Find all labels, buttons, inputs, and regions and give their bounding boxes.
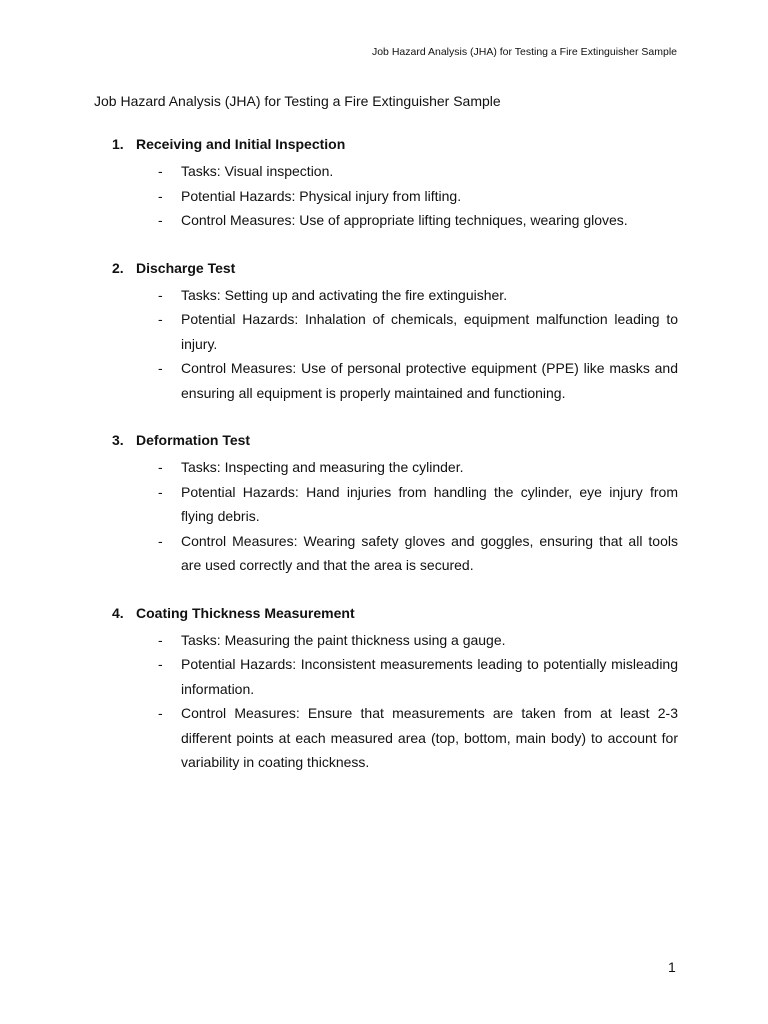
section-title: Discharge Test (136, 259, 236, 276)
section-title: Receiving and Initial Inspection (136, 136, 346, 152)
list-item (112, 307, 678, 356)
section-number: 4. (112, 604, 124, 621)
hazard-sections (112, 134, 678, 800)
bullet-dash: - (158, 360, 163, 376)
section-items (112, 455, 678, 578)
list-item (112, 480, 678, 529)
list-item (112, 159, 678, 184)
item-text: Potential Hazards: Inconsistent measurements leading to potentially misleading information. (181, 656, 678, 697)
bullet-dash: - (158, 286, 163, 303)
list-item (112, 356, 678, 405)
section-title: Deformation Test (136, 432, 251, 448)
section-heading (112, 430, 678, 450)
list-item (112, 184, 678, 209)
section-number: 1. (112, 136, 124, 152)
section-items (112, 628, 678, 775)
bullet-dash: - (158, 483, 163, 500)
bullet-dash: - (158, 705, 163, 721)
bullet-dash: - (158, 163, 163, 179)
item-text: Tasks: Visual inspection. (181, 163, 334, 179)
list-item (112, 628, 678, 653)
item-text: Tasks: Setting up and activating the fire extinguisher. (181, 286, 508, 303)
bullet-dash: - (158, 656, 163, 672)
section-heading (112, 134, 678, 154)
item-text: Potential Hazards: Physical injury from lifting. (181, 187, 462, 204)
bullet-dash: - (158, 459, 163, 475)
section-discharge-test (112, 258, 678, 406)
section-number: 3. (112, 432, 124, 448)
section-title: Coating Thickness Measurement (136, 604, 355, 621)
list-item (112, 455, 678, 480)
section-receiving-inspection (112, 134, 678, 233)
bullet-dash: - (158, 212, 163, 228)
section-items (112, 283, 678, 406)
section-items (112, 159, 678, 233)
item-text: Tasks: Measuring the paint thickness using a gauge. (181, 631, 506, 648)
section-number: 2. (112, 259, 124, 276)
section-deformation-test (112, 430, 678, 578)
item-text: Control Measures: Use of appropriate lifting techniques, wearing gloves. (181, 212, 628, 228)
bullet-dash: - (158, 187, 163, 204)
page-number: 1 (668, 959, 676, 975)
item-text: Tasks: Inspecting and measuring the cylinder. (181, 459, 464, 475)
list-item (112, 529, 678, 578)
item-text: Control Measures: Use of personal protective equipment (PPE) like masks and ensuring all equipment is properly maintained and functioning. (181, 360, 678, 401)
list-item (112, 283, 678, 308)
list-item (112, 208, 678, 233)
list-item (112, 701, 678, 775)
bullet-dash: - (158, 532, 163, 549)
section-heading (112, 603, 678, 623)
item-text: Potential Hazards: Hand injuries from handling the cylinder, eye injury from flying debris. (181, 483, 678, 524)
running-header: Job Hazard Analysis (JHA) for Testing a Fire Extinguisher Sample (371, 46, 677, 58)
item-text: Control Measures: Ensure that measurements are taken from at least 2-3 different points at each measured area (top, bottom, main body) to account for variability in coating thickness. (181, 705, 678, 770)
list-item (112, 652, 678, 701)
bullet-dash: - (158, 631, 163, 648)
item-text: Control Measures: Wearing safety gloves and goggles, ensuring that all tools are used correctly and that the area is secured. (181, 532, 678, 573)
section-coating-thickness (112, 603, 678, 775)
section-heading (112, 258, 678, 278)
document-title: Job Hazard Analysis (JHA) for Testing a Fire Extinguisher Sample (94, 93, 501, 109)
item-text: Potential Hazards: Inhalation of chemicals, equipment malfunction leading to injury. (181, 311, 678, 352)
bullet-dash: - (158, 311, 163, 327)
